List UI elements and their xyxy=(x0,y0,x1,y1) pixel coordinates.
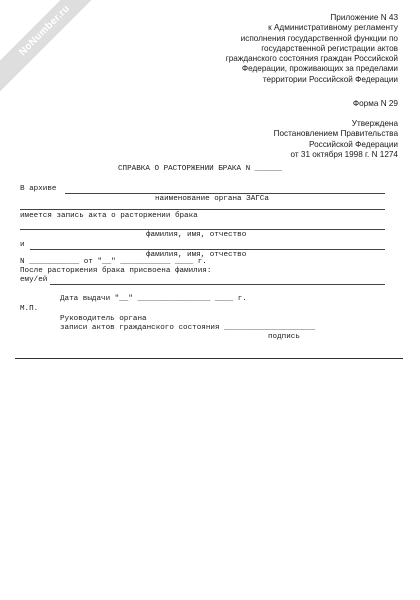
approval-line: Постановлением Правительства xyxy=(273,129,398,139)
form-number-text: Форма N 29 xyxy=(352,99,398,108)
seal-label: М.П. xyxy=(20,305,39,313)
approval-line: Утверждена xyxy=(351,119,398,128)
approval-line: Российской Федерации xyxy=(308,139,398,149)
watermark-text: NoNumber.ru xyxy=(17,3,73,59)
record-number-line: N ___________ от "__" ___________ ____ г. xyxy=(20,258,207,266)
archive-field-line xyxy=(65,193,385,194)
annex-line: Приложение N 43 xyxy=(330,13,398,22)
annex-line: Федерации, проживающих за пределами xyxy=(241,64,398,74)
surname-assigned-label: После расторжения брака присвоена фамилия: xyxy=(20,267,212,275)
registry-field-line xyxy=(20,209,385,210)
name-caption-2: фамилия, имя, отчество xyxy=(146,251,247,259)
approval-block xyxy=(274,119,398,160)
head-line-1: Руководитель органа xyxy=(60,315,147,323)
annex-line: государственной регистрации актов xyxy=(261,43,398,53)
signature-caption: подпись xyxy=(268,333,300,341)
annex-header xyxy=(226,13,398,85)
annex-line: гражданского состояния граждан Российской xyxy=(225,54,398,64)
spouse2-field-line xyxy=(30,249,385,250)
surname-field-line xyxy=(50,284,385,285)
him-her-label: ему/ей xyxy=(20,276,48,284)
annex-line: территории Российской Федерации xyxy=(262,74,398,84)
issue-date-line: Дата выдачи "__" ________________ ____ г. xyxy=(60,295,247,303)
watermark-ribbon xyxy=(0,0,106,92)
spouse1-field-line xyxy=(20,229,385,230)
registry-caption: наименование органа ЗАГСа xyxy=(155,195,269,203)
certificate-title: СПРАВКА О РАСТОРЖЕНИИ БРАКА N ______ xyxy=(118,165,283,173)
record-text: имеется запись акта о расторжении брака xyxy=(20,212,198,220)
head-line-2: записи актов гражданского состояния ____________________ xyxy=(60,324,316,332)
archive-label: В архиве xyxy=(20,185,57,193)
annex-line: к Административному регламенту xyxy=(268,23,398,33)
approval-line: от 31 октября 1998 г. N 1274 xyxy=(290,149,398,159)
name-caption-1: фамилия, имя, отчество xyxy=(146,231,247,239)
annex-line: исполнения государственной функции по xyxy=(240,33,398,43)
and-label: и xyxy=(20,241,25,249)
bottom-rule xyxy=(15,358,403,359)
form-number xyxy=(353,99,398,109)
